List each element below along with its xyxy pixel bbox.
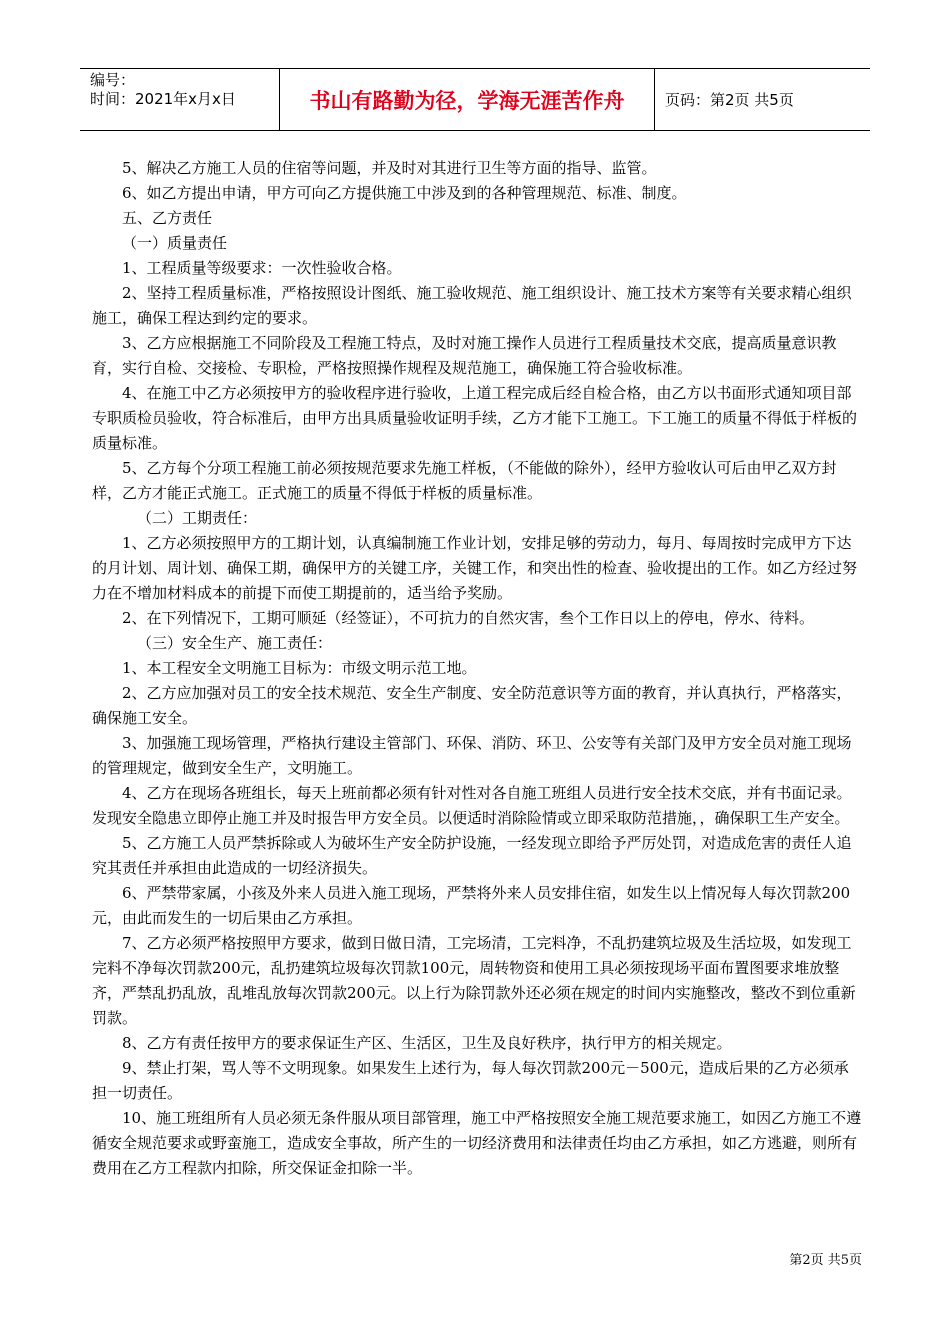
paragraph: 8、乙方有责任按甲方的要求保证生产区、生活区，卫生及良好秩序，执行甲方的相关规定。	[122, 1034, 732, 1052]
paragraph: 1、工程质量等级要求：一次性验收合格。	[122, 259, 402, 277]
header-meta	[80, 69, 280, 130]
paragraph: 3、加强施工现场管理，严格执行建设主管部门、环保、消防、环卫、公安等有关部门及甲方安全员对施工现场的管理规定，做到安全生产，文明施工。	[92, 734, 852, 777]
header-page-number: 页码：第2页 共5页	[665, 91, 794, 109]
paragraph: 1、乙方必须按照甲方的工期计划，认真编制施工作业计划，安排足够的劳动力，每月、每周按时完成甲方下达的月计划、周计划、确保工期，确保甲方的关键工序，关键工作，和突出性的检查、验收提出的工作。如乙方经过努力在不增加材料成本的前提下而使工期提前的，适当给予奖励。	[92, 534, 858, 602]
paragraph: 5、解决乙方施工人员的住宿等问题，并及时对其进行卫生等方面的指导、监管。	[122, 159, 657, 177]
document-number-label: 编号：	[90, 71, 136, 89]
paragraph: 7、乙方必须严格按照甲方要求，做到日做日清，工完场清，工完料净，不乱扔建筑垃圾及生活垃圾，如发现工完料不净每次罚款200元，乱扔建筑垃圾每次罚款100元，周转物资和使用工具必须按现场平面布置图要求堆放整齐，严禁乱扔乱放，乱堆乱放每次罚款200元。以上行为除罚款外还必须在规定的时间内实施整改，整改不到位重新罚款。	[92, 934, 856, 1027]
paragraph: 1、本工程安全文明施工目标为：市级文明示范工地。	[122, 659, 477, 677]
subsection-heading: （一）质量责任	[122, 234, 228, 252]
paragraph: 2、在下列情况下，工期可顺延（经签证），不可抗力的自然灾害，叁个工作日以上的停电，停水、待料。	[122, 609, 815, 627]
subsection-heading: （三）安全生产、施工责任：	[137, 634, 333, 652]
paragraph: 5、乙方施工人员严禁拆除或人为破坏生产安全防护设施，一经发现立即给予严厉处罚，对造成危害的责任人追究其责任并承担由此造成的一切经济损失。	[92, 834, 852, 877]
paragraph: 6、严禁带家属，小孩及外来人员进入施工现场，严禁将外来人员安排住宿，如发生以上情况每人每次罚款200元，由此而发生的一切后果由乙方承担。	[92, 884, 851, 927]
paragraph: 4、乙方在现场各班组长，每天上班前都必须有针对性对各自施工班组人员进行安全技术交底，并有书面记录。发现安全隐患立即停止施工并及时报告甲方安全员。以便适时消除险情或立即采取防范措施，，确保职工生产安全。	[92, 784, 852, 827]
paragraph: 6、如乙方提出申请，甲方可向乙方提供施工中涉及到的各种管理规范、标准、制度。	[122, 184, 687, 202]
section-heading: 五、乙方责任	[122, 209, 213, 227]
document-date: 时间：2021年x月x日	[90, 90, 236, 108]
paragraph: 10、施工班组所有人员必须无条件服从项目部管理，施工中严格按照安全施工规范要求施工，如因乙方施工不遵循安全规范要求或野蛮施工，造成安全事故，所产生的一切经济费用和法律责任均由乙方承担，如乙方逃避，则所有费用在乙方工程款内扣除，所交保证金扣除一半。	[92, 1109, 862, 1177]
subsection-heading: （二）工期责任：	[137, 509, 258, 527]
header-motto: 书山有路勤为径，学海无涯苦作舟	[280, 69, 655, 130]
paragraph: 2、坚持工程质量标准，严格按照设计图纸、施工验收规范、施工组织设计、施工技术方案等有关要求精心组织施工，确保工程达到约定的要求。	[92, 284, 852, 327]
document-header	[80, 68, 870, 131]
paragraph: 3、乙方应根据施工不同阶段及工程施工特点，及时对施工操作人员进行工程质量技术交底，提高质量意识教育，实行自检、交接检、专职检，严格按照操作规程及规范施工，确保施工符合验收标准。	[92, 334, 837, 377]
document-body	[92, 156, 862, 1181]
page-footer: 第2页 共5页	[789, 1253, 862, 1268]
paragraph: 9、禁止打架，骂人等不文明现象。如果发生上述行为，每人每次罚款200元－500元，造成后果的乙方必须承担一切责任。	[92, 1059, 849, 1102]
paragraph: 2、乙方应加强对员工的安全技术规范、安全生产制度、安全防范意识等方面的教育，并认真执行，严格落实，确保施工安全。	[92, 684, 852, 727]
paragraph: 4、在施工中乙方必须按甲方的验收程序进行验收，上道工程完成后经自检合格，由乙方以书面形式通知项目部专职质检员验收，符合标准后，由甲方出具质量验收证明手续，乙方才能下工施工。下工施工的质量不得低于样板的质量标准。	[92, 384, 858, 452]
paragraph: 5、乙方每个分项工程施工前必须按规范要求先施工样板，（不能做的除外），经甲方验收认可后由甲乙双方封样，乙方才能正式施工。正式施工的质量不得低于样板的质量标准。	[92, 459, 837, 502]
